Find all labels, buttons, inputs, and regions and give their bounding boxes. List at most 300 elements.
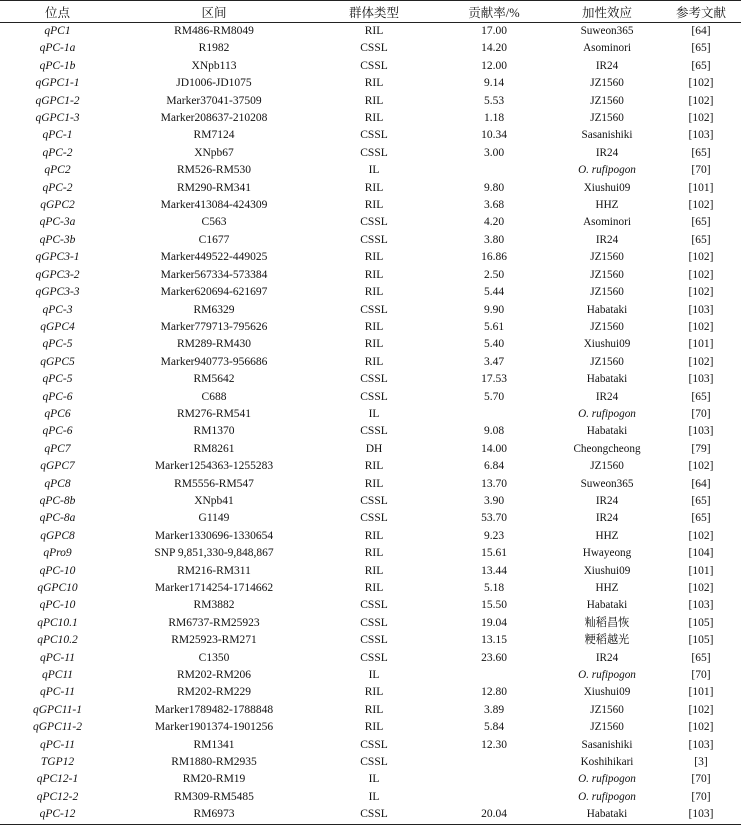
cell-reference: [65] xyxy=(691,494,711,507)
cell-contribution: 12.80 xyxy=(481,686,507,699)
cell-population-type: CSSL xyxy=(360,494,388,507)
cell-additive-effect: Koshihikari xyxy=(580,756,634,769)
table-row xyxy=(0,197,741,214)
cell-locus: qPC10.2 xyxy=(37,634,78,647)
cell-additive-effect: Habataki xyxy=(586,599,628,612)
cell-reference: [103] xyxy=(688,599,714,612)
cell-population-type: IL xyxy=(368,669,380,682)
cell-contribution: 3.00 xyxy=(483,146,505,159)
cell-population-type: RIL xyxy=(364,286,384,299)
table-row xyxy=(0,441,741,458)
cell-interval: Marker1789482-1788848 xyxy=(154,703,274,716)
header-population-type: 群体类型 xyxy=(313,1,435,23)
cell-contribution: 9.08 xyxy=(483,425,505,438)
cell-locus: qPC-3a xyxy=(39,216,76,229)
cell-reference: [103] xyxy=(661,806,741,824)
cell-reference: [103] xyxy=(688,303,714,316)
cell-interval: RM7124 xyxy=(193,129,235,142)
cell-interval: RM202-RM229 xyxy=(176,686,252,699)
cell-reference: [65] xyxy=(691,216,711,229)
cell-reference: [65] xyxy=(691,651,711,664)
cell-population-type: CSSL xyxy=(360,756,388,769)
cell-reference: [65] xyxy=(691,233,711,246)
cell-additive-effect: IR24 xyxy=(595,512,619,525)
cell-additive-effect: Habataki xyxy=(586,373,628,386)
table-row xyxy=(0,580,741,597)
table-row xyxy=(0,476,741,493)
cell-interval: RM5556-RM547 xyxy=(174,477,254,490)
cell-contribution: 14.00 xyxy=(481,442,507,455)
cell-additive-effect: O. rufipogon xyxy=(578,164,636,177)
table-header xyxy=(0,1,741,23)
cell-locus: qGPC10 xyxy=(37,582,78,594)
cell-population-type: RIL xyxy=(364,477,384,490)
table-row xyxy=(0,284,741,301)
table-row xyxy=(0,702,741,719)
cell-interval: Marker779713-795626 xyxy=(160,320,268,333)
table-row xyxy=(0,528,741,545)
cell-population-type: CSSL xyxy=(360,42,388,55)
cell-contribution: 4.20 xyxy=(483,216,505,229)
cell-reference: [103] xyxy=(688,425,714,438)
cell-additive-effect: JZ1560 xyxy=(590,268,624,281)
cell-contribution: 5.84 xyxy=(483,721,505,734)
cell-interval: RM20-RM19 xyxy=(182,773,246,786)
cell-interval: XNpb41 xyxy=(194,494,234,507)
cell-population-type: CSSL xyxy=(313,806,435,824)
cell-locus: qPC-2 xyxy=(42,181,73,194)
cell-locus: qGPC4 xyxy=(40,320,75,333)
cell-population-type: IL xyxy=(368,773,380,786)
cell-interval: RM202-RM206 xyxy=(176,669,252,682)
cell-contribution: 5.18 xyxy=(483,582,505,594)
cell-population-type: CSSL xyxy=(360,233,388,246)
cell-locus: qPC-6 xyxy=(42,390,73,403)
cell-contribution: 17.00 xyxy=(481,25,507,37)
cell-population-type: RIL xyxy=(364,112,384,125)
cell-population-type: CSSL xyxy=(360,634,388,647)
cell-reference: [64] xyxy=(691,25,711,37)
cell-additive-effect: IR24 xyxy=(595,233,619,246)
cell-additive-effect: Xiushui09 xyxy=(583,338,631,351)
table-row xyxy=(0,406,741,423)
cell-additive-effect: IR24 xyxy=(595,146,619,159)
cell-population-type: CSSL xyxy=(360,425,388,438)
cell-population-type: IL xyxy=(368,790,380,803)
cell-additive-effect: IR24 xyxy=(595,390,619,403)
table-row xyxy=(0,684,741,701)
table-row xyxy=(0,232,741,249)
cell-reference: [102] xyxy=(688,355,714,368)
cell-reference: [102] xyxy=(688,721,714,734)
cell-reference: [70] xyxy=(691,407,711,420)
header-additive-effect: 加性效应 xyxy=(553,1,661,23)
cell-locus: qPC-5 xyxy=(42,338,73,351)
cell-additive-effect: Hwayeong xyxy=(582,547,632,560)
table-row xyxy=(0,615,741,632)
cell-population-type: CSSL xyxy=(360,738,388,751)
cell-population-type: RIL xyxy=(364,703,384,716)
cell-contribution: 5.53 xyxy=(483,94,505,107)
cell-additive-effect: Asominori xyxy=(583,42,631,55)
cell-additive-effect: JZ1560 xyxy=(590,77,624,90)
cell-reference: [79] xyxy=(691,442,711,455)
table-row xyxy=(0,58,741,75)
cell-population-type: RIL xyxy=(364,199,384,212)
cell-interval: R1982 xyxy=(198,42,230,55)
cell-interval: RM486-RM8049 xyxy=(174,25,254,37)
cell-locus: qPC-11 xyxy=(40,651,75,664)
table-row xyxy=(0,93,741,110)
cell-interval: C688 xyxy=(201,390,227,403)
cell-additive-effect: JZ1560 xyxy=(590,112,624,125)
cell-contribution: 23.60 xyxy=(481,651,507,664)
cell-contribution xyxy=(435,667,553,684)
cell-interval: C563 xyxy=(201,216,227,229)
cell-locus: qPC2 xyxy=(44,164,71,177)
cell-reference: [70] xyxy=(691,773,711,786)
table-row xyxy=(0,667,741,684)
table-row xyxy=(0,75,741,92)
cell-locus: qPC-3 xyxy=(42,303,73,316)
cell-interval: Marker413084-424309 xyxy=(160,199,268,212)
cell-additive-effect: Asominori xyxy=(583,216,631,229)
cell-population-type: CSSL xyxy=(360,390,388,403)
cell-reference: [101] xyxy=(688,338,714,351)
header-reference: 参考文献 xyxy=(661,1,741,23)
cell-reference: [101] xyxy=(688,181,714,194)
cell-population-type: CSSL xyxy=(360,512,388,525)
cell-locus: qPro9 xyxy=(43,547,72,560)
cell-reference: [103] xyxy=(688,129,714,142)
cell-contribution: 5.61 xyxy=(483,320,505,333)
cell-locus: qPC-12 xyxy=(0,806,115,824)
cell-locus: qGPC5 xyxy=(40,355,75,368)
cell-contribution xyxy=(435,162,553,179)
cell-population-type: RIL xyxy=(364,338,384,351)
cell-reference: [65] xyxy=(691,59,711,72)
cell-population-type: RIL xyxy=(364,460,384,473)
cell-additive-effect: Suweon365 xyxy=(580,477,634,490)
cell-contribution xyxy=(435,406,553,423)
cell-population-type: RIL xyxy=(364,547,384,560)
cell-additive-effect: Xiushui09 xyxy=(583,564,631,577)
cell-reference: [102] xyxy=(688,94,714,107)
table-row xyxy=(0,510,741,527)
cell-additive-effect: O. rufipogon xyxy=(578,669,636,682)
cell-interval: RM526-RM530 xyxy=(176,164,252,177)
table-row xyxy=(0,771,741,788)
cell-additive-effect: JZ1560 xyxy=(590,721,624,734)
cell-reference: [101] xyxy=(688,686,714,699)
cell-additive-effect: JZ1560 xyxy=(590,355,624,368)
cell-interval: RM6737-RM25923 xyxy=(168,616,260,629)
cell-contribution: 10.34 xyxy=(481,129,507,142)
cell-contribution: 15.50 xyxy=(481,599,507,612)
cell-population-type: RIL xyxy=(364,529,384,542)
cell-additive-effect: Habataki xyxy=(586,425,628,438)
cell-locus: qPC11 xyxy=(41,669,74,682)
cell-interval: G1149 xyxy=(198,512,230,525)
cell-contribution: 13.44 xyxy=(481,564,507,577)
cell-reference: [3] xyxy=(694,756,708,769)
cell-contribution: 20.04 xyxy=(435,806,553,824)
table-row xyxy=(0,302,741,319)
cell-contribution: 6.84 xyxy=(483,460,505,473)
cell-reference: [101] xyxy=(688,564,714,577)
cell-contribution: 14.20 xyxy=(481,42,507,55)
table-row xyxy=(0,145,741,162)
cell-locus: qPC-3b xyxy=(39,233,76,246)
cell-locus: qPC-10 xyxy=(39,564,76,577)
table-row xyxy=(0,597,741,614)
cell-contribution: 53.70 xyxy=(481,512,507,525)
cell-additive-effect: Habataki xyxy=(553,806,661,824)
cell-contribution xyxy=(435,771,553,788)
cell-additive-effect: JZ1560 xyxy=(590,286,624,299)
cell-locus: qPC-8b xyxy=(39,494,76,507)
cell-interval: RM290-RM341 xyxy=(176,181,252,194)
cell-contribution: 5.70 xyxy=(483,390,505,403)
cell-locus: qGPC1-3 xyxy=(35,112,80,125)
cell-locus: qGPC1-2 xyxy=(35,94,80,107)
cell-reference: [64] xyxy=(691,477,711,490)
cell-locus: qPC-11 xyxy=(40,738,75,751)
cell-locus: qGPC3-2 xyxy=(35,268,80,281)
cell-contribution xyxy=(435,754,553,771)
cell-additive-effect: IR24 xyxy=(595,59,619,72)
cell-additive-effect: Cheongcheong xyxy=(573,442,641,455)
cell-population-type: CSSL xyxy=(360,651,388,664)
table-row xyxy=(0,423,741,440)
cell-interval: RM6329 xyxy=(193,303,235,316)
cell-contribution: 5.40 xyxy=(483,338,505,351)
table-row xyxy=(0,40,741,57)
cell-reference: [102] xyxy=(688,460,714,473)
cell-interval: XNpb113 xyxy=(191,59,237,72)
cell-interval: SNP 9,851,330-9,848,867 xyxy=(154,547,274,560)
cell-locus: qPC12-1 xyxy=(36,773,79,786)
cell-population-type: RIL xyxy=(364,686,384,699)
cell-interval: RM309-RM5485 xyxy=(174,790,254,803)
cell-contribution: 9.90 xyxy=(483,303,505,316)
cell-contribution: 9.23 xyxy=(483,529,505,542)
cell-interval: RM216-RM311 xyxy=(177,564,251,577)
cell-additive-effect: IR24 xyxy=(595,494,619,507)
cell-locus: qPC6 xyxy=(44,407,71,420)
cell-interval: RM5642 xyxy=(193,373,235,386)
cell-population-type: RIL xyxy=(364,77,384,90)
cell-reference: [105] xyxy=(688,634,714,647)
cell-population-type: RIL xyxy=(364,582,384,594)
table-row xyxy=(0,737,741,754)
cell-contribution: 13.70 xyxy=(481,477,507,490)
cell-reference: [104] xyxy=(688,547,714,560)
cell-reference: [102] xyxy=(688,112,714,125)
cell-locus: qGPC1-1 xyxy=(35,77,80,90)
cell-population-type: RIL xyxy=(364,355,384,368)
cell-contribution: 3.47 xyxy=(483,355,505,368)
cell-interval: RM25923-RM271 xyxy=(171,634,257,647)
table-row xyxy=(0,214,741,231)
header-interval: 区间 xyxy=(115,1,313,23)
cell-additive-effect: Habataki xyxy=(586,303,628,316)
cell-population-type: IL xyxy=(368,164,380,177)
cell-interval: JD1006-JD1075 xyxy=(176,77,252,90)
cell-contribution: 15.61 xyxy=(481,547,507,560)
cell-interval: Marker1714254-1714662 xyxy=(154,582,274,594)
table-row xyxy=(0,754,741,771)
cell-locus: qPC7 xyxy=(44,442,71,455)
table-row xyxy=(0,545,741,562)
header-contribution: 贡献率/% xyxy=(435,1,553,23)
cell-interval: Marker1901374-1901256 xyxy=(154,721,274,734)
cell-additive-effect: JZ1560 xyxy=(590,703,624,716)
table-row xyxy=(0,180,741,197)
cell-locus: qGPC11-2 xyxy=(33,721,82,734)
cell-reference: [105] xyxy=(688,616,714,629)
table-row xyxy=(0,23,741,41)
cell-locus: qPC8 xyxy=(44,477,71,490)
table-row xyxy=(0,650,741,667)
table-row xyxy=(0,267,741,284)
cell-population-type: CSSL xyxy=(360,599,388,612)
cell-locus: qGPC11-1 xyxy=(33,703,82,716)
cell-additive-effect: JZ1560 xyxy=(590,94,624,107)
cell-additive-effect: O. rufipogon xyxy=(578,790,636,803)
cell-interval: Marker1330696-1330654 xyxy=(154,529,274,542)
cell-additive-effect: JZ1560 xyxy=(590,320,624,333)
cell-population-type: CSSL xyxy=(360,303,388,316)
cell-locus: qPC-1a xyxy=(39,42,76,55)
cell-population-type: RIL xyxy=(364,181,384,194)
cell-additive-effect: IR24 xyxy=(595,651,619,664)
cell-reference: [65] xyxy=(691,512,711,525)
cell-interval: Marker1254363-1255283 xyxy=(154,460,274,473)
cell-locus: qGPC8 xyxy=(40,529,75,542)
cell-interval: RM1341 xyxy=(193,738,235,751)
cell-population-type: DH xyxy=(365,442,383,455)
cell-contribution: 2.50 xyxy=(483,268,505,281)
cell-additive-effect: HHZ xyxy=(595,529,619,542)
cell-locus: qPC1 xyxy=(44,25,71,37)
cell-reference: [102] xyxy=(688,286,714,299)
table-row xyxy=(0,354,741,371)
cell-interval: RM3882 xyxy=(193,599,235,612)
table-row xyxy=(0,371,741,388)
cell-locus: qPC-11 xyxy=(40,686,75,699)
cell-reference: [102] xyxy=(688,77,714,90)
cell-reference: [102] xyxy=(688,251,714,264)
cell-additive-effect: O. rufipogon xyxy=(578,407,636,420)
cell-additive-effect: O. rufipogon xyxy=(578,773,636,786)
cell-locus: qGPC2 xyxy=(40,199,75,212)
cell-contribution: 12.00 xyxy=(481,59,507,72)
table-row xyxy=(0,162,741,179)
cell-reference: [102] xyxy=(688,199,714,212)
cell-interval: RM1370 xyxy=(193,425,235,438)
cell-additive-effect: Xiushui09 xyxy=(583,181,631,194)
cell-additive-effect: Suweon365 xyxy=(580,25,634,37)
cell-interval: Marker37041-37509 xyxy=(166,94,262,107)
table-row xyxy=(0,719,741,736)
cell-population-type: RIL xyxy=(364,94,384,107)
cell-reference: [102] xyxy=(688,703,714,716)
cell-contribution: 12.30 xyxy=(481,738,507,751)
cell-interval: XNpb67 xyxy=(194,146,234,159)
cell-interval: RM6973 xyxy=(115,806,313,824)
cell-population-type: CSSL xyxy=(360,146,388,159)
cell-interval: Marker940773-956686 xyxy=(160,355,268,368)
cell-population-type: CSSL xyxy=(360,59,388,72)
cell-contribution: 17.53 xyxy=(481,373,507,386)
cell-population-type: RIL xyxy=(364,251,384,264)
cell-additive-effect: Xiushui09 xyxy=(583,686,631,699)
cell-locus: qPC-10 xyxy=(39,599,76,612)
cell-reference: [103] xyxy=(688,373,714,386)
cell-interval: C1677 xyxy=(198,233,230,246)
cell-additive-effect: HHZ xyxy=(595,199,619,212)
cell-interval: Marker208637-210208 xyxy=(160,112,268,125)
cell-contribution: 3.89 xyxy=(483,703,505,716)
cell-contribution: 9.14 xyxy=(483,77,505,90)
table-row xyxy=(0,493,741,510)
cell-contribution: 3.80 xyxy=(483,233,505,246)
cell-additive-effect: Sasanishiki xyxy=(581,738,633,751)
table-row xyxy=(0,563,741,580)
cell-interval: RM276-RM541 xyxy=(176,407,252,420)
cell-locus: qPC-1b xyxy=(39,59,76,72)
cell-additive-effect: JZ1560 xyxy=(590,251,624,264)
cell-locus: qPC-8a xyxy=(39,512,76,525)
cell-interval: RM8261 xyxy=(193,442,235,455)
cell-population-type: RIL xyxy=(364,320,384,333)
cell-locus: qPC-2 xyxy=(42,146,73,159)
table-row xyxy=(0,319,741,336)
table-row xyxy=(0,806,741,824)
table-row xyxy=(0,110,741,127)
cell-contribution: 3.68 xyxy=(483,199,505,212)
cell-locus: qPC-5 xyxy=(42,373,73,386)
cell-reference: [102] xyxy=(688,268,714,281)
cell-population-type: RIL xyxy=(364,268,384,281)
cell-reference: [65] xyxy=(691,146,711,159)
cell-interval: RM289-RM430 xyxy=(176,338,252,351)
cell-reference: [102] xyxy=(688,582,714,594)
table-body xyxy=(0,23,741,825)
cell-locus: TGP12 xyxy=(40,756,75,769)
header-row xyxy=(0,1,741,23)
cell-reference: [102] xyxy=(688,320,714,333)
cell-reference: [70] xyxy=(691,790,711,803)
cell-contribution: 19.04 xyxy=(481,616,507,629)
cell-contribution: 16.86 xyxy=(481,251,507,264)
cell-additive-effect: Sasanishiki xyxy=(581,129,633,142)
cell-locus: qGPC7 xyxy=(40,460,75,473)
cell-interval: C1350 xyxy=(198,651,230,664)
cell-population-type: CSSL xyxy=(360,616,388,629)
cell-population-type: RIL xyxy=(364,721,384,734)
table-row xyxy=(0,632,741,649)
cell-interval: Marker567334-573384 xyxy=(160,268,268,281)
cell-locus: qGPC3-1 xyxy=(35,251,80,264)
cell-contribution: 1.18 xyxy=(483,112,505,125)
cell-locus: qPC10.1 xyxy=(37,616,78,629)
cell-population-type: CSSL xyxy=(360,216,388,229)
cell-locus: qGPC3-3 xyxy=(35,286,80,299)
cell-population-type: RIL xyxy=(364,564,384,577)
cell-reference: [65] xyxy=(691,390,711,403)
